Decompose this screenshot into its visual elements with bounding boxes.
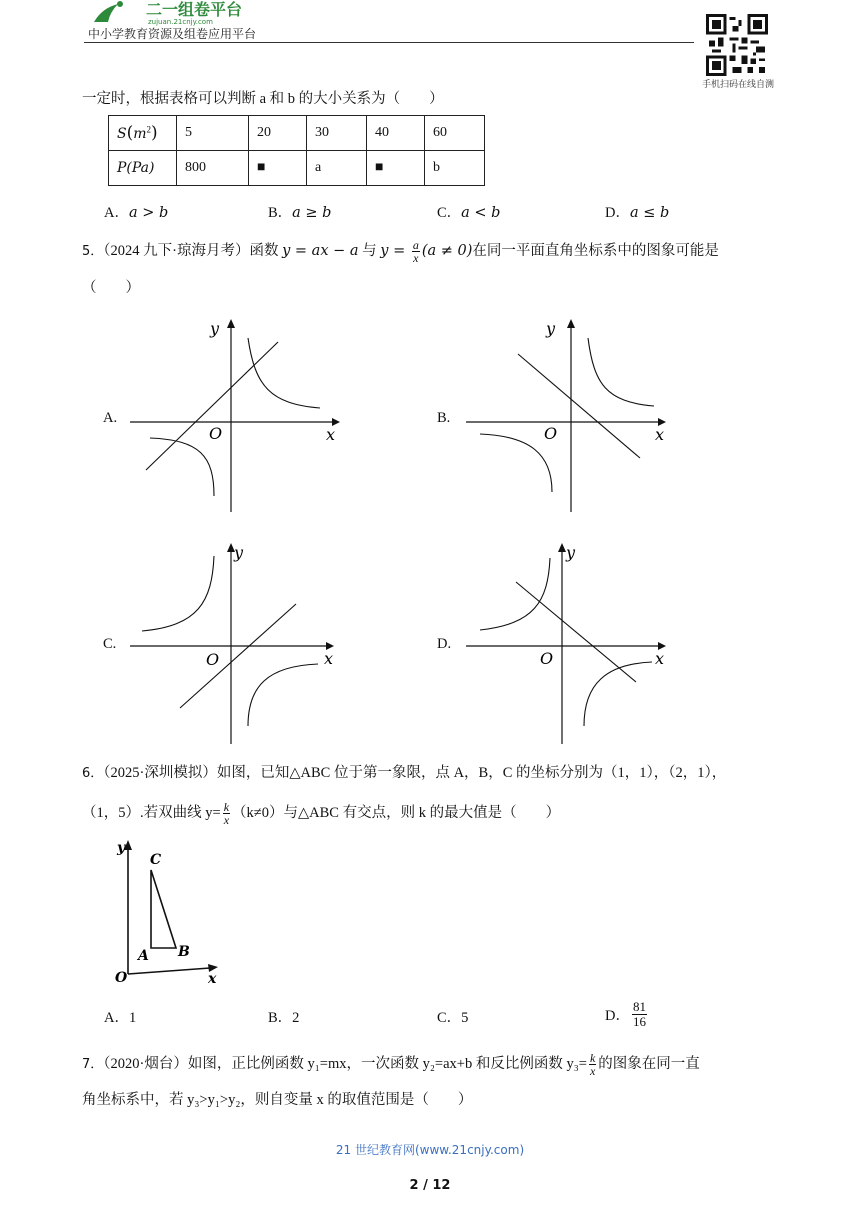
q5-option-d-label[interactable]: D. (437, 636, 452, 652)
logo-text: 二一组卷平台 (146, 0, 243, 19)
site-logo (88, 0, 268, 26)
y-label: y (566, 543, 576, 562)
origin-label: O (540, 649, 554, 668)
table-cell: a (307, 151, 367, 186)
line-graph (180, 604, 296, 708)
line-graph (518, 354, 640, 458)
q5-option-a-label[interactable]: A. (103, 410, 118, 426)
triangle-abc (151, 870, 176, 948)
hyperbola-branch (584, 662, 652, 726)
hyperbola-branch (150, 438, 214, 496)
y-label: y (234, 543, 244, 562)
y-label: y (117, 840, 126, 856)
vertex-c-label: C (150, 852, 162, 868)
x-label: x (208, 971, 217, 986)
logo-sub: zujuan.21cnjy.com (148, 18, 213, 26)
q6-option-a[interactable]: A．1 (104, 1010, 137, 1026)
footer-link[interactable]: 21 世纪教育网(www.21cnjy.com) (335, 1143, 525, 1157)
line-graph (516, 582, 636, 682)
y-arrow-icon (227, 319, 235, 328)
table-cell: b (425, 151, 485, 186)
table-cell: 5 (177, 116, 249, 151)
q7-stem-line1: 7．（2020·烟台）如图，正比例函数 y₁=mx，一次函数 y₂=ax+b 和反比例函数 y₃= $\frac{k}{x}$ 的图象在同一直 (82, 1051, 700, 1078)
origin-label: O (115, 970, 128, 986)
x-label: x (324, 649, 334, 668)
qr-code-icon[interactable] (706, 14, 768, 76)
pressure-table (108, 115, 485, 186)
y-label: y (546, 319, 556, 338)
origin-label: O (209, 424, 223, 443)
hyperbola-branch (248, 338, 320, 408)
page-number: 2 / 12 (409, 1178, 451, 1193)
q6-option-b[interactable]: B．2 (268, 1010, 300, 1026)
table-cell: 40 (367, 116, 425, 151)
y-label: y (210, 319, 220, 338)
row-header-pressure: P(Pa) (109, 151, 177, 186)
origin-label: O (206, 650, 220, 669)
vertex-a-label: A (138, 948, 149, 964)
hyperbola-branch (480, 434, 552, 492)
table-cell: ■ (249, 151, 307, 186)
q6-option-c[interactable]: C．5 (437, 1010, 469, 1026)
header-subtitle: 中小学教育资源及组卷应用平台 (88, 27, 257, 41)
header-divider (84, 42, 694, 43)
q5-graph-a[interactable] (120, 316, 340, 516)
row-header-area: $S(m^2)$ (109, 116, 177, 151)
table-cell: 20 (249, 116, 307, 151)
q5-option-c-label[interactable]: C. (103, 636, 117, 652)
hyperbola-branch (480, 558, 550, 630)
x-axis (128, 968, 210, 974)
q5-graph-d[interactable] (456, 540, 676, 745)
q5-option-b-label[interactable]: B. (437, 410, 451, 426)
line-graph (146, 342, 278, 470)
x-label: x (655, 425, 665, 444)
q4-stem: 一定时，根据表格可以判断 a 和 b 的大小关系为（ ） (82, 91, 444, 107)
q5-graph-c[interactable] (120, 540, 340, 745)
q6-triangle-figure (106, 836, 226, 986)
q7-stem-line2: 角坐标系中，若 y₃>y₁>y₂，则自变量 x 的取值范围是（ ） (82, 1092, 473, 1108)
table-cell: 30 (307, 116, 367, 151)
table-cell: 60 (425, 116, 485, 151)
table-cell: ■ (367, 151, 425, 186)
qr-caption: 手机扫码在线自测 (701, 80, 774, 90)
runner-logo-icon (94, 1, 123, 22)
x-label: x (326, 425, 336, 444)
q6-option-d[interactable]: D． $\frac{81}{16}$ (605, 999, 646, 1029)
hyperbola-branch (588, 338, 654, 406)
origin-label: O (544, 424, 558, 443)
q4-option-b[interactable]: B．a ≥ b (268, 205, 332, 221)
q4-option-a[interactable]: A．a > b (104, 205, 169, 221)
q6-stem-line2: （1，5）.若双曲线 y= $\frac{k}{x}$ （k≠0）与△ABC 有交点，则 k 的最大值是（ ） (82, 800, 561, 827)
y-arrow-icon (567, 319, 575, 328)
q5-blank: （ ） (82, 280, 140, 296)
hyperbola-branch (248, 664, 318, 726)
y-arrow-icon (124, 840, 132, 850)
q4-option-c[interactable]: C．a < b (437, 205, 501, 221)
q5-graph-b[interactable] (456, 316, 676, 516)
y-arrow-icon (558, 543, 566, 552)
table-row (109, 116, 485, 151)
hyperbola-branch (142, 556, 214, 631)
table-cell: 800 (177, 151, 249, 186)
vertex-b-label: B (178, 944, 190, 960)
x-label: x (655, 649, 665, 668)
q6-stem-line1: 6．（2025·深圳模拟）如图，已知△ABC 位于第一象限，点 A，B，C 的坐标分别为（1，1），（2，1）， (82, 765, 727, 781)
q5-stem: 5．（2024 九下·琼海月考）函数 y = ax − a 与 y = $\frac{a}{x}$ (a ≠ 0)在同一平面直角坐标系中的图象可能是 (82, 238, 719, 265)
table-row (109, 151, 485, 186)
q4-option-d[interactable]: D．a ≤ b (605, 205, 670, 221)
